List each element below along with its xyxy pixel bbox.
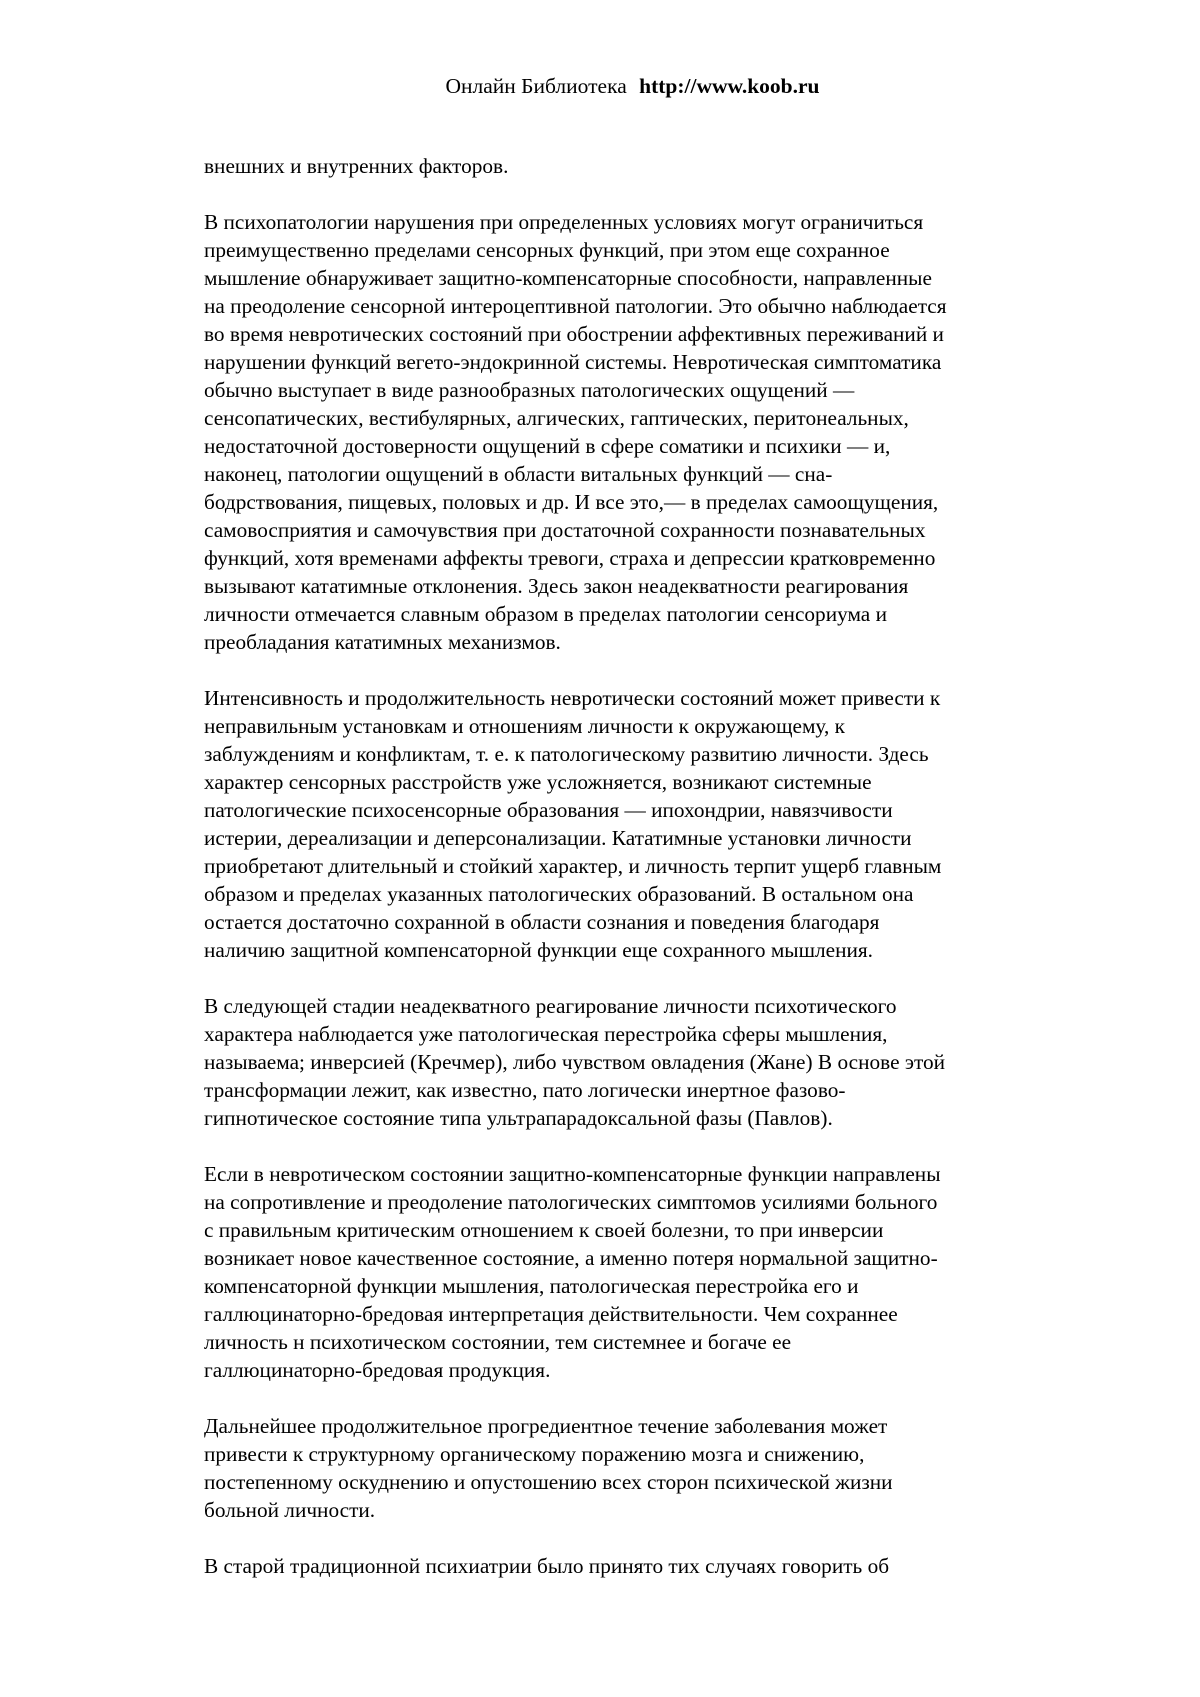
text-line: больной личности. [204,1498,376,1522]
text-line: возникает новое качественное состояние, а именно потеря нормальной защитно- [204,1246,938,1270]
text-line: с правильным критическим отношением к своей болезни, то при инверсии [204,1218,884,1242]
text-line: В психопатологии нарушения при определенных условиях могут ограничиться [204,210,924,234]
paragraph-gap [204,964,1084,992]
paragraph [204,1412,1084,1524]
text-line: функций, хотя временами аффекты тревоги, страха и депрессии кратковременно [204,546,936,570]
text-line: называема; инверсией (Кречмер), либо чувством овладения (Жане) В основе этой [204,1050,946,1074]
paragraph [204,1552,1084,1580]
text-line: наличию защитной компенсаторной функции еще сохранного мышления. [204,938,874,962]
text-line: привести к структурному органическому поражению мозга и снижению, [204,1442,865,1466]
text-line: личности отмечается славным образом в пределах патологии сенсориума и [204,602,887,626]
text-line: неправильным установкам и отношениям личности к окружающему, к [204,714,845,738]
paragraph-gap [204,1384,1084,1412]
text-line: патологические психосенсорные образования — ипохондрии, навязчивости [204,798,893,822]
text-line: самовосприятия и самочувствия при достаточной сохранности познавательных [204,518,926,542]
text-line: истерии, дереализации и деперсонализации. Кататимные установки личности [204,826,912,850]
text-line: остается достаточно сохранной в области сознания и поведения благодаря [204,910,880,934]
text-line: на сопротивление и преодоление патологических симптомов усилиями больного [204,1190,938,1214]
text-line: мышление обнаруживает защитно-компенсаторные способности, направленные [204,266,932,290]
library-label: Онлайн Библиотека [445,74,627,98]
text-line: недостаточной достоверности ощущений в сфере соматики и психики — и, [204,434,891,458]
site-url: http://www.koob.ru [639,74,820,98]
text-line: галлюцинаторно-бредовая продукция. [204,1358,551,1382]
paragraph-gap [204,1524,1084,1552]
paragraph-gap [204,656,1084,684]
paragraph [204,152,1084,180]
paragraph [204,684,1084,964]
text-line: галлюцинаторно-бредовая интерпретация действительности. Чем сохраннее [204,1302,898,1326]
text-line: Дальнейшее продолжительное прогредиентное течение заболевания может [204,1414,888,1438]
paragraph [204,1160,1084,1384]
text-line: приобретают длительный и стойкий характер, и личность терпит ущерб главным [204,854,942,878]
text-line: гипнотическое состояние типа ультрапарадоксальной фазы (Павлов). [204,1106,833,1130]
text-line: сенсопатических, вестибулярных, алгических, гаптических, перитонеальных, [204,406,909,430]
document-body [204,152,1084,1580]
text-line: на преодоление сенсорной интероцептивной патологии. Это обычно наблюдается [204,294,947,318]
text-line: преимущественно пределами сенсорных функций, при этом еще сохранное [204,238,890,262]
text-line: В следующей стадии неадекватного реагирование личности психотического [204,994,897,1018]
text-line: наконец, патологии ощущений в области витальных функций — сна- [204,462,833,486]
text-line: преобладания кататимных механизмов. [204,630,561,654]
text-line: образом и пределах указанных патологических образований. В остальном она [204,882,914,906]
text-line: Если в невротическом состоянии защитно-компенсаторные функции направлены [204,1162,941,1186]
text-line: В старой традиционной психиатрии было принято тих случаях говорить об [204,1554,890,1578]
paragraph-gap [204,1132,1084,1160]
page-header [0,72,1200,100]
text-line: вызывают кататимные отклонения. Здесь закон неадекватности реагирования [204,574,909,598]
text-line: во время невротических состояний при обострении аффективных переживаний и [204,322,944,346]
text-line: бодрствования, пищевых, половых и др. И все это,— в пределах самоощущения, [204,490,939,514]
text-line: заблуждениям и конфликтам, т. е. к патологическому развитию личности. Здесь [204,742,929,766]
paragraph [204,208,1084,656]
text-line: личность н психотическом состоянии, тем системнее и богаче ее [204,1330,792,1354]
text-line: трансформации лежит, как известно, пато логически инертное фазово- [204,1078,846,1102]
paragraph [204,992,1084,1132]
text-line: характер сенсорных расстройств уже усложняется, возникают системные [204,770,872,794]
text-line: компенсаторной функции мышления, патологическая перестройка его и [204,1274,859,1298]
text-line: нарушении функций вегето-эндокринной системы. Невротическая симптоматика [204,350,942,374]
text-line: обычно выступает в виде разнообразных патологических ощущений — [204,378,855,402]
text-line: характера наблюдается уже патологическая перестройка сферы мышления, [204,1022,888,1046]
paragraph-gap [204,180,1084,208]
text-line: внешних и внутренних факторов. [204,154,509,178]
text-line: постепенному оскуднению и опустошению всех сторон психической жизни [204,1470,893,1494]
text-line: Интенсивность и продолжительность невротически состояний может привести к [204,686,941,710]
